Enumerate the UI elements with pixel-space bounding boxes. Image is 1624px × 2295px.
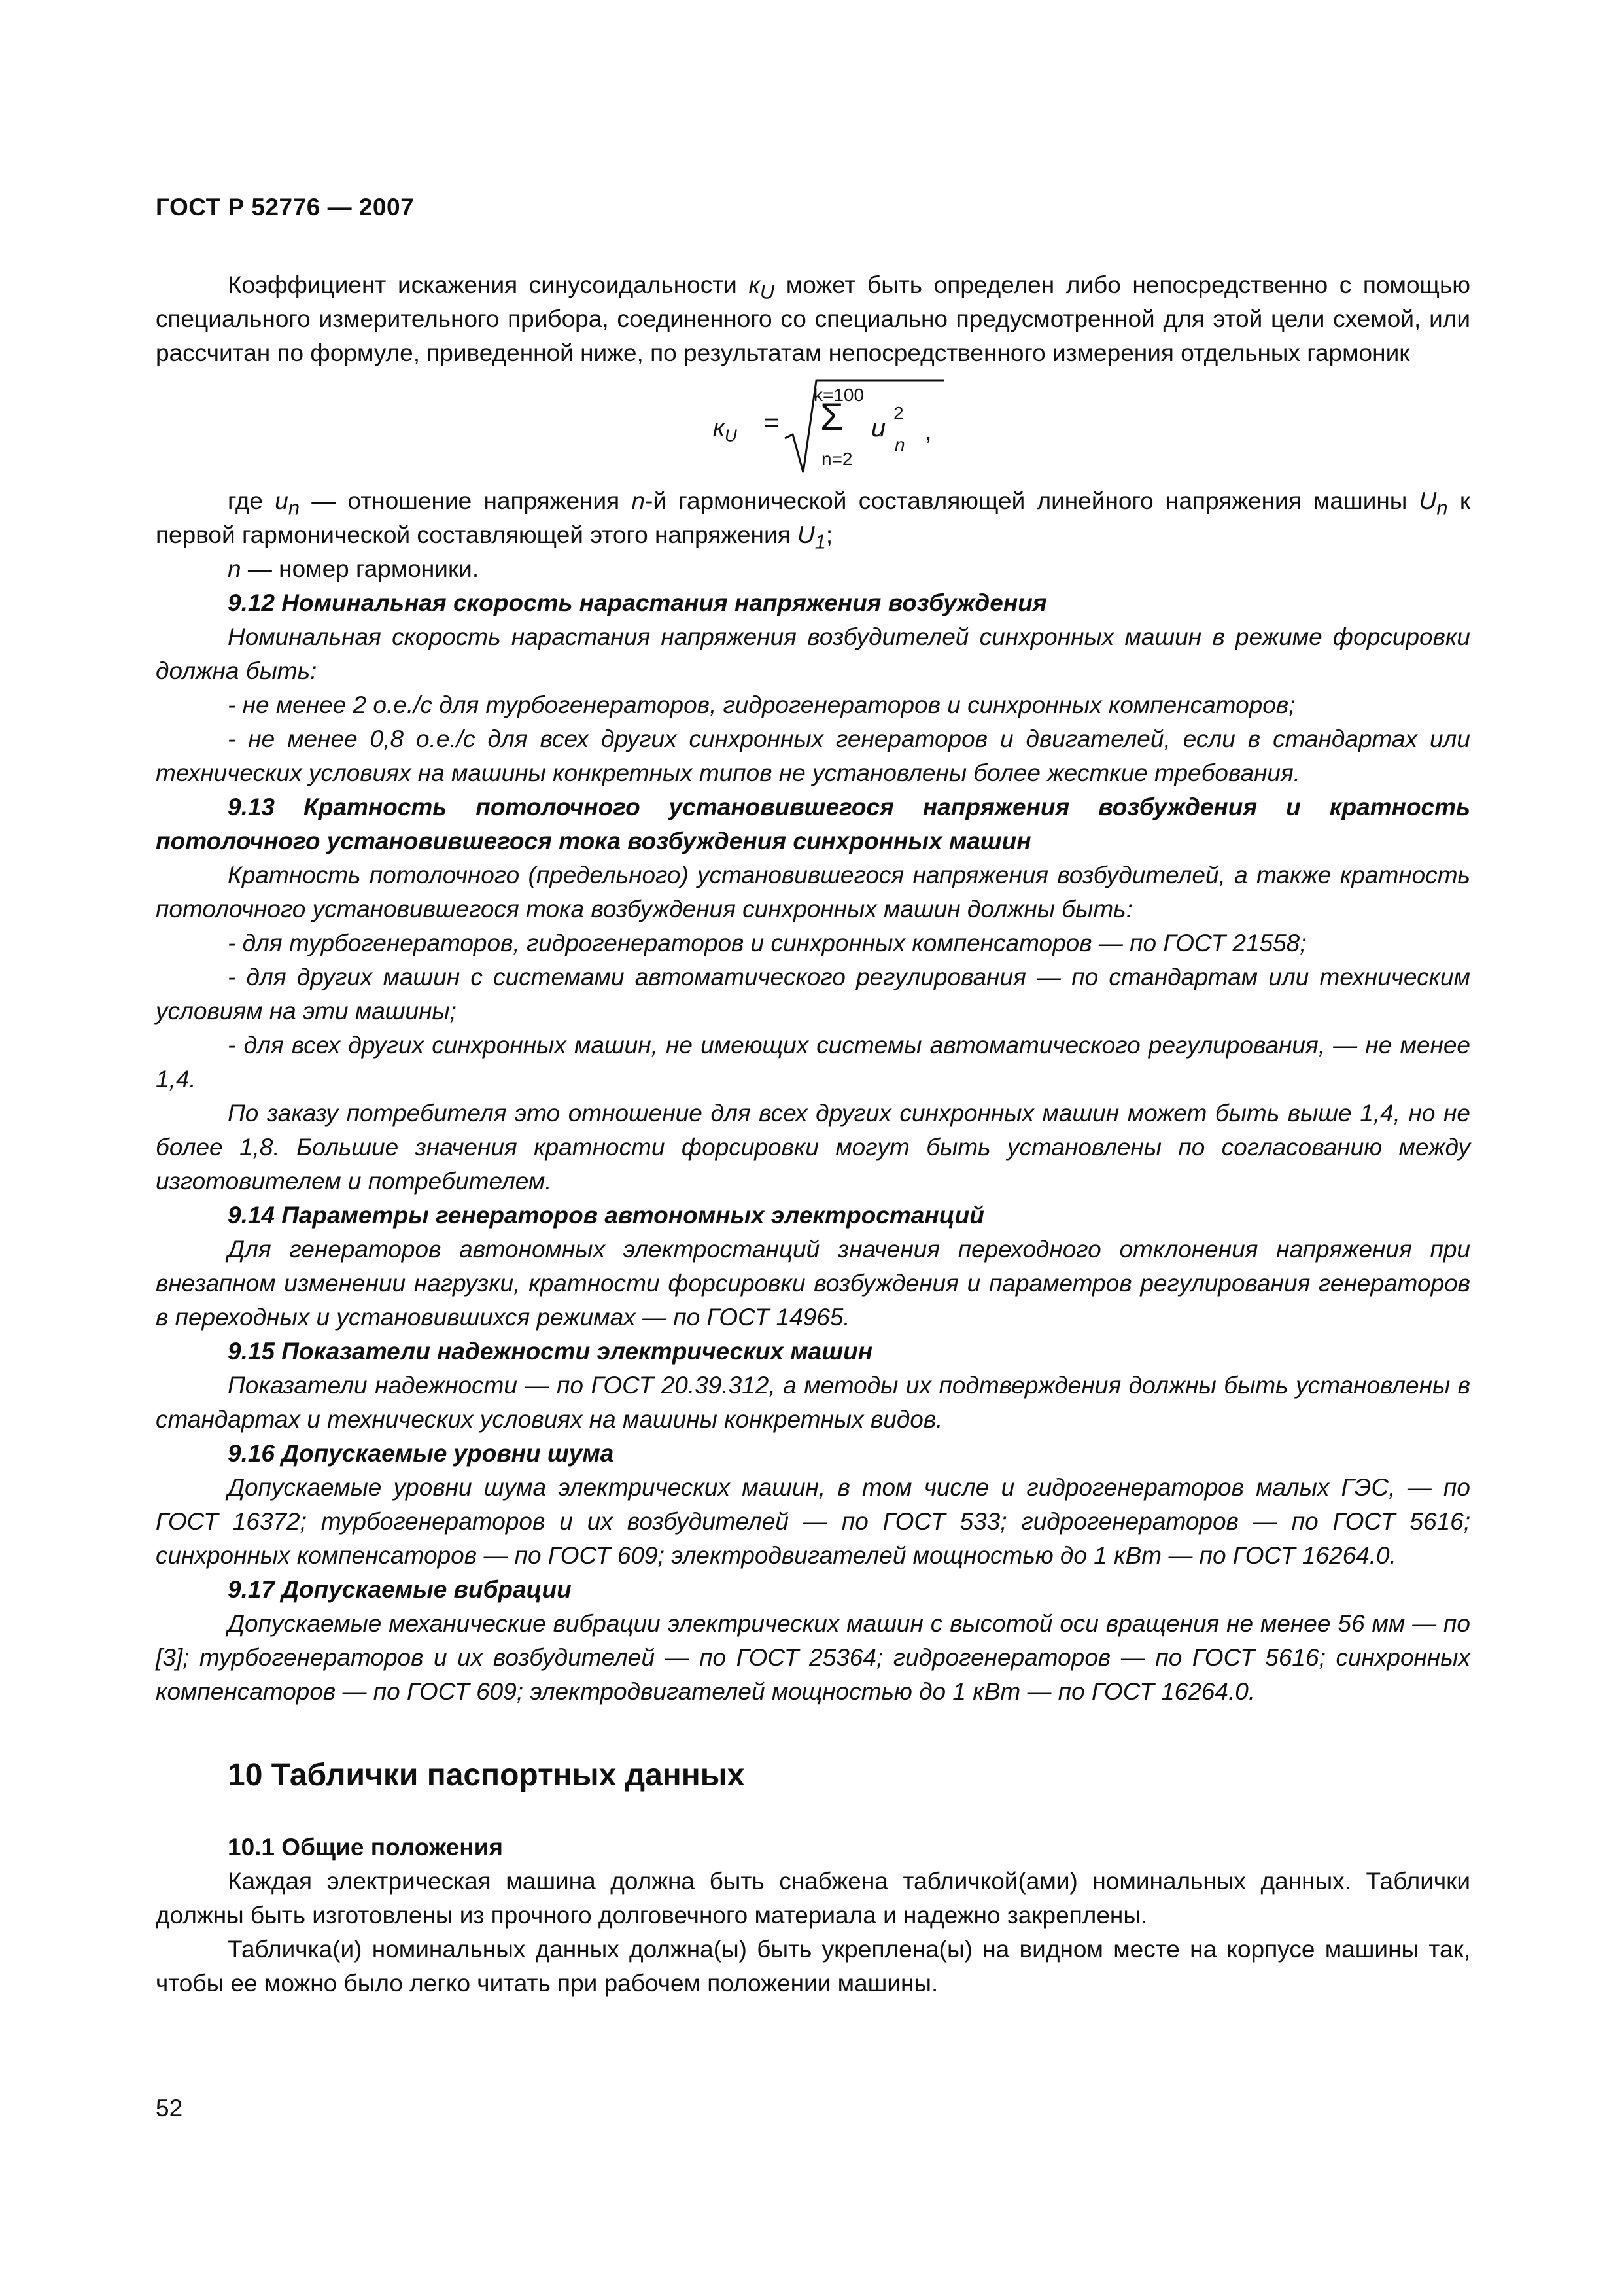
section-9-12-p2: - не менее 2 о.е./с для турбогенераторов, гидрогенераторов и синхронных компенсаторов;	[228, 692, 1296, 718]
section-9-16-p1: Допускаемые уровни шума электрических машин, в том числе и гидрогенераторов малых ГЭС, — по ГОСТ 16372; турбогенераторов и их возбудителей — по ГОСТ 533; гидрогенераторов — по ГОСТ 5616; синхронных компенсаторов — по ГОСТ 609; электродвигателей мощностью до 1 кВт — по ГОСТ 16264.0.	[156, 1474, 1470, 1569]
section-9-14-title: 9.14 Параметры генераторов автономных электростанций	[228, 1202, 984, 1229]
page-number: 52	[156, 2095, 183, 2122]
page-body	[156, 268, 1470, 2001]
formula-index: n	[895, 434, 905, 455]
ku-symbol: к	[748, 272, 760, 298]
section-9-13-title: 9.13 Кратность потолочного установившегося напряжения возбуждения и кратность потолочного установившегося тока возбуждения синхронных машин	[156, 794, 1470, 854]
section-9-12-p3: - не менее 0,8 о.е./с для всех других синхронных генераторов и двигателей, если в стандартах или технических условиях на машины конкретных типов не установлены более жесткие требования.	[156, 726, 1470, 786]
formula-upper-limit: k=100	[814, 385, 865, 405]
intro-paragraph	[156, 268, 1470, 370]
intro-text-a: Коэффициент искажения синусоидальности	[228, 272, 749, 298]
formula-lower-limit: n=2	[821, 449, 853, 469]
section-9-13-p3: - для других машин с системами автоматического регулирования — по стандартам или техническим условиям на эти машины;	[156, 964, 1470, 1025]
section-10-title: 10 Таблички паспортных данных	[228, 1758, 745, 1793]
formula-comma: ,	[925, 418, 932, 446]
ku-formula	[156, 373, 1470, 478]
ku-subscript: U	[759, 280, 775, 304]
document-header: ГОСТ Р 52776 — 2007	[156, 194, 415, 220]
section-10-1-p2: Табличка(и) номинальных данных должна(ы) быть укреплена(ы) на видном месте на корпусе машины так, чтобы ее можно было легко читать при рабочем положении машины.	[156, 1936, 1470, 1997]
section-9-12-p1: Номинальная скорость нарастания напряжения возбудителей синхронных машин в режиме форсировки должна быть:	[156, 623, 1470, 684]
section-9-14-p1: Для генераторов автономных электростанций значения переходного отклонения напряжения при внезапном изменении нагрузки, кратности форсировки возбуждения и параметров регулирования генераторов в переходных и установившихся режимах — по ГОСТ 14965.	[156, 1236, 1470, 1331]
section-9-13-p1: Кратность потолочного (предельного) установившегося напряжения возбудителей, а также кратность потолочного установившегося тока возбуждения синхронных машин должны быть:	[156, 862, 1470, 922]
section-9-13-p5: По заказу потребителя это отношение для всех других синхронных машин может быть выше 1,4, но не более 1,8. Большие значения кратности форсировки могут быть установлены по согласованию между изготовителем и потребителем.	[156, 1100, 1470, 1195]
section-9-13-p2: - для турбогенераторов, гидрогенераторов и синхронных компенсаторов — по ГОСТ 21558;	[228, 930, 1307, 956]
intro-text-b: может быть определен либо непосредственно с помощью специального измерительного прибора, соединенного со специально предусмотренной для этой цели схемой, или рассчитан по формуле, приведенной ниже, по результатам непосредственного измерения отдельных гармоник	[156, 272, 1471, 366]
n-definition: n — номер гармоники.	[228, 555, 479, 582]
formula-equals: =	[764, 408, 780, 437]
formula-exponent: 2	[893, 403, 904, 423]
section-9-12-title: 9.12 Номинальная скорость нарастания напряжения возбуждения	[228, 589, 1047, 616]
formula-u: u	[871, 413, 886, 442]
section-9-16-title: 9.16 Допускаемые уровни шума	[228, 1440, 614, 1467]
sigma-symbol: Σ	[820, 396, 844, 438]
section-10-1-p1: Каждая электрическая машина должна быть снабжена табличкой(ами) номинальных данных. Таблички должны быть изготовлены из прочного долговечного материала и надежно закреплены.	[156, 1868, 1470, 1929]
where-paragraph: где $u_n$ — отношение напряжения n-й гармонической составляющей линейного напряжения машины $U_n$ к первой гармонической составляющей этого напряжения $U_1$;	[156, 487, 1471, 553]
square-root-sign	[784, 373, 947, 478]
subsection-10-1-title: 10.1 Общие положения	[228, 1834, 503, 1861]
section-9-15-p1: Показатели надежности — по ГОСТ 20.39.312, а методы их подтверждения должны быть установлены в стандартах и технических условиях на машины конкретных видов.	[156, 1372, 1470, 1433]
section-9-17-title: 9.17 Допускаемые вибрации	[228, 1576, 572, 1603]
formula-lhs: $к_U$	[713, 414, 737, 446]
section-9-13-p4: - для всех других синхронных машин, не имеющих системы автоматического регулирования, — не менее 1,4.	[156, 1032, 1470, 1093]
section-9-17-p1: Допускаемые механические вибрации электрических машин с высотой оси вращения не менее 56 мм — по [3]; турбогенераторов и их возбудителей — по ГОСТ 25364; гидрогенераторов — по ГОСТ 5616; синхронных компенсаторов — по ГОСТ 609; электродвигателей мощностью до 1 кВт — по ГОСТ 16264.0.	[156, 1610, 1470, 1705]
section-9-15-title: 9.15 Показатели надежности электрических машин	[228, 1338, 873, 1365]
